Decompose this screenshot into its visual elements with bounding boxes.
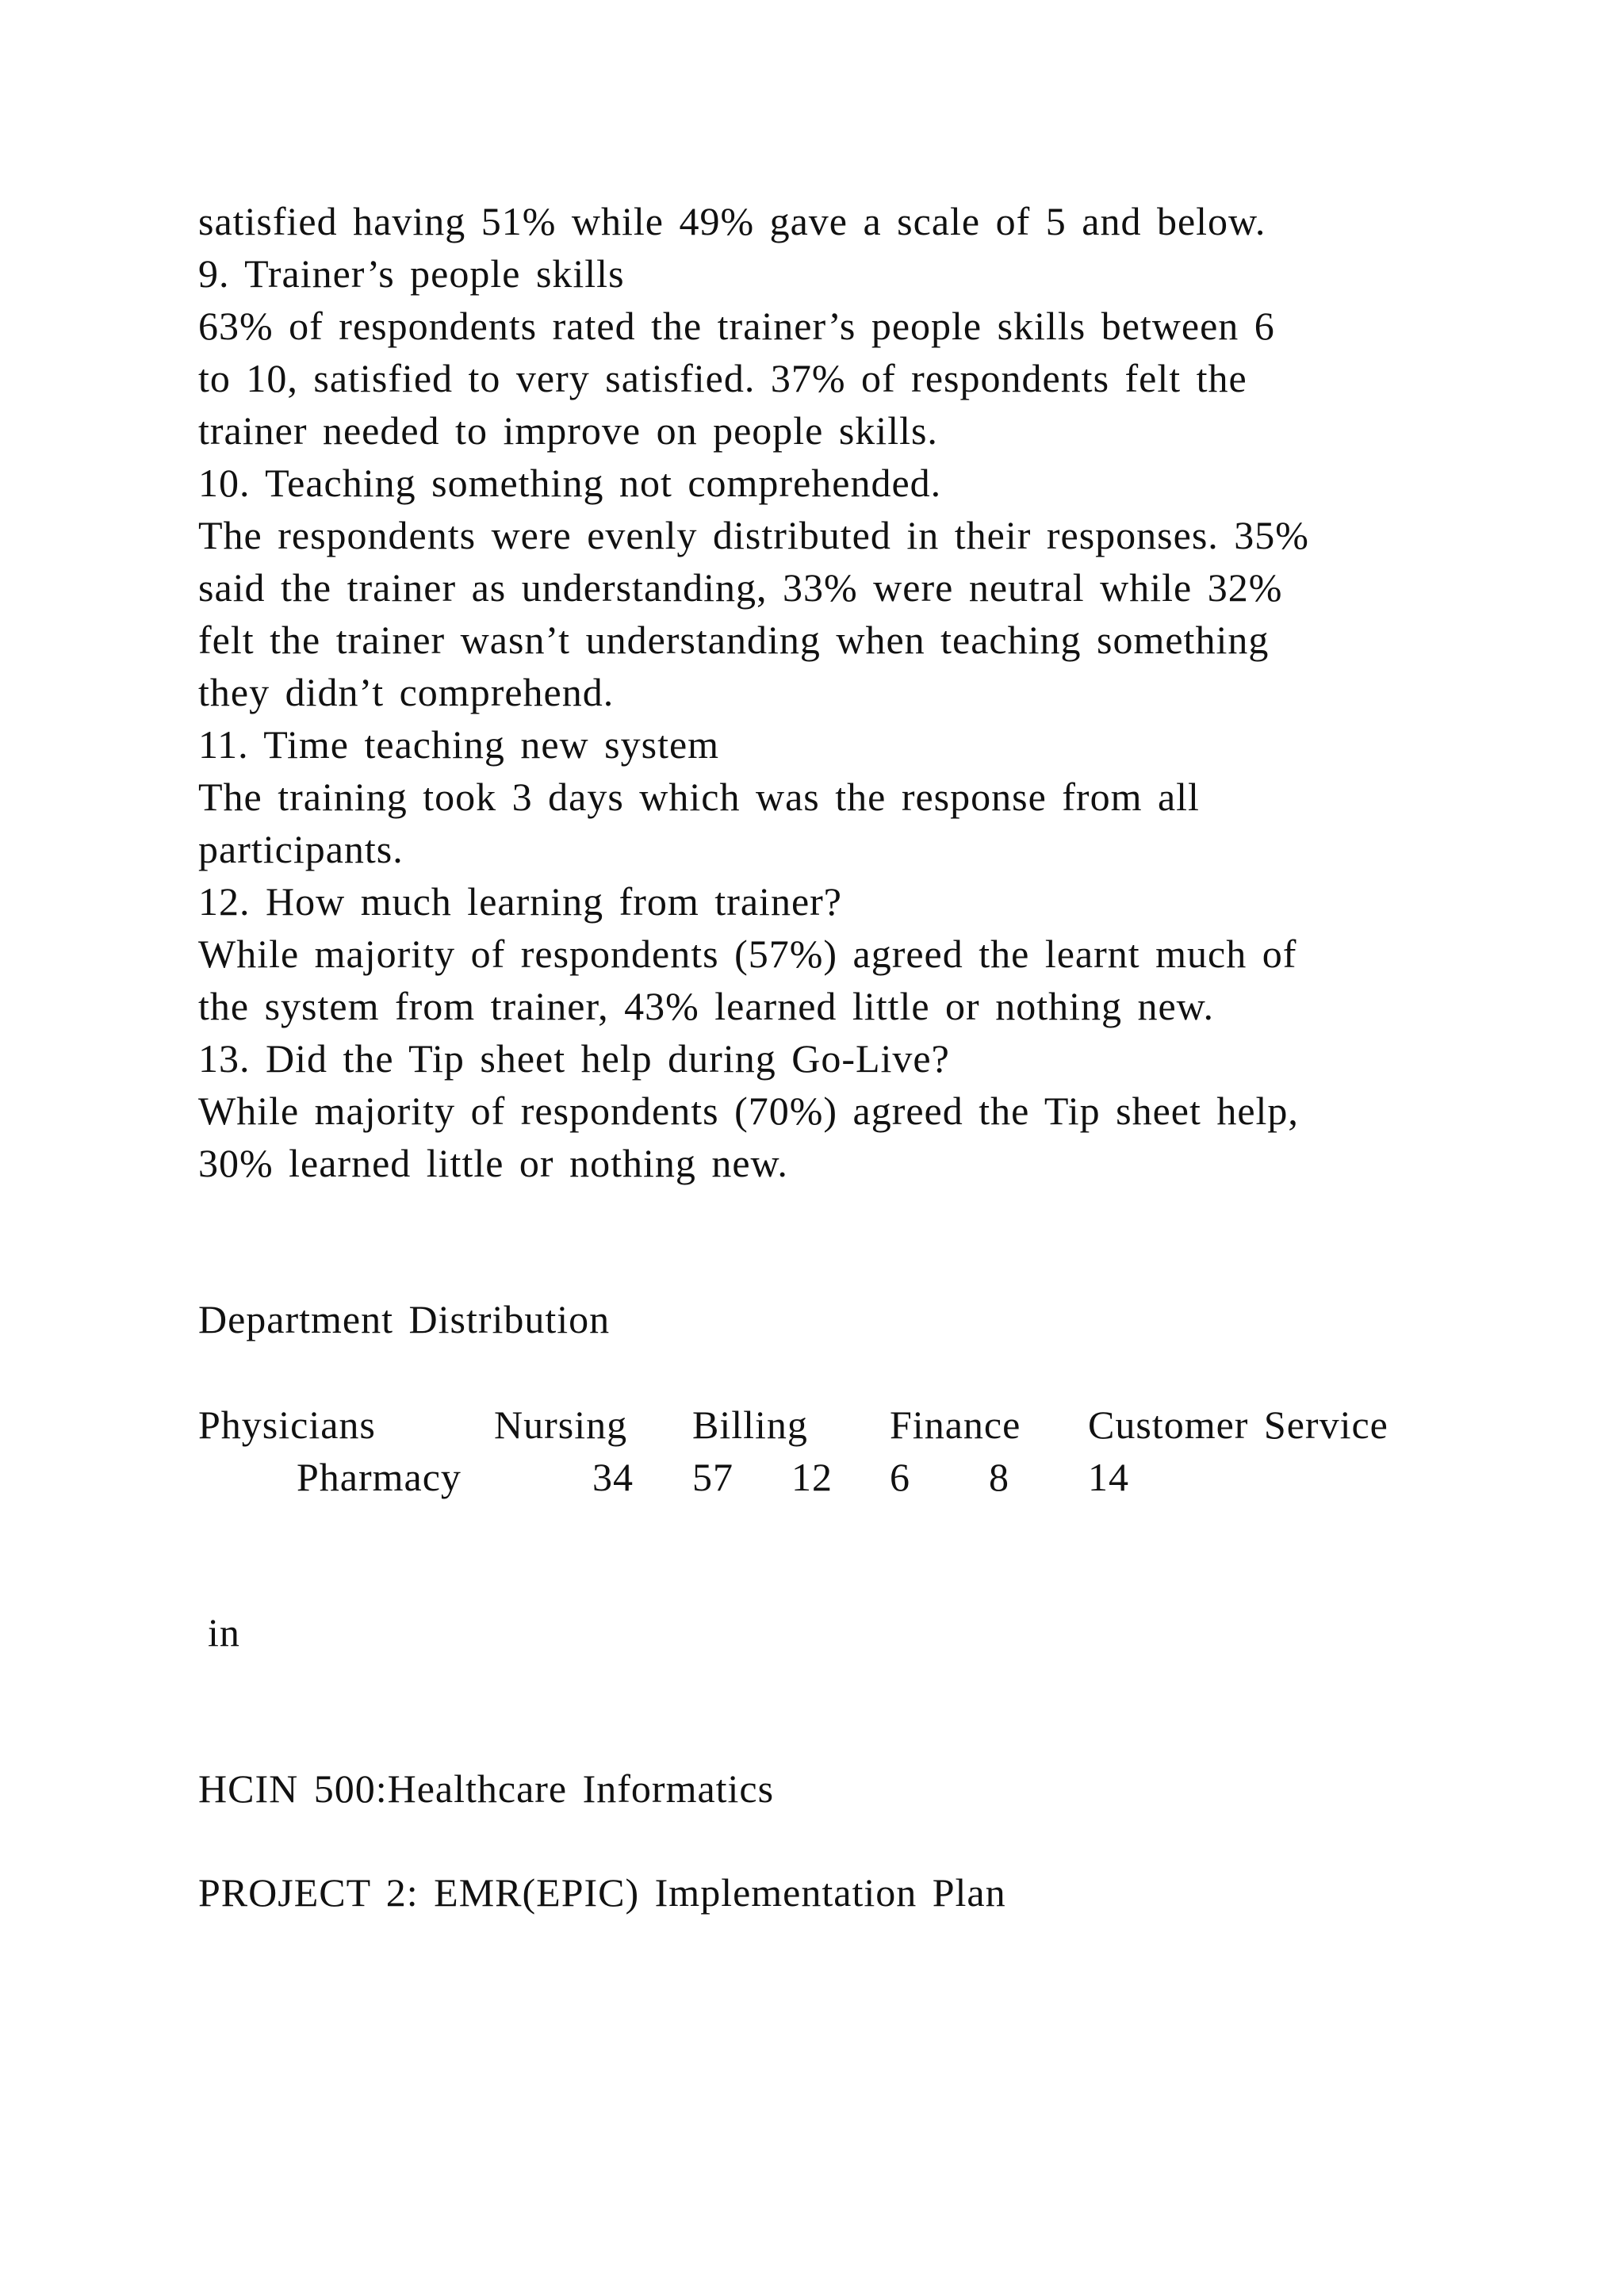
body-line: said the trainer as understanding, 33% were neutral while 32% <box>198 565 1283 610</box>
body-line: trainer needed to improve on people skills. <box>198 408 938 453</box>
body-line: 30% learned little or nothing new. <box>198 1141 788 1185</box>
project-title: PROJECT 2: EMR(EPIC) Implementation Plan <box>198 1870 1006 1915</box>
course-title: HCIN 500:Healthcare Informatics <box>198 1766 775 1811</box>
dept-customer-service: Customer Service <box>1088 1402 1388 1447</box>
text-fragment: in <box>208 1610 240 1655</box>
body-line: they didn’t comprehend. <box>198 670 615 714</box>
dept-physicians: Physicians <box>198 1402 376 1447</box>
value-pharmacy: 14 <box>1088 1455 1129 1499</box>
body-line: The training took 3 days which was the response from all <box>198 775 1200 819</box>
value-billing: 12 <box>791 1455 833 1499</box>
dept-pharmacy: Pharmacy <box>297 1455 462 1499</box>
value-customer-service: 8 <box>989 1455 1009 1499</box>
body-line: 13. Did the Tip sheet help during Go-Live? <box>198 1036 950 1081</box>
body-line: the system from trainer, 43% learned little or nothing new. <box>198 984 1215 1028</box>
dept-billing: Billing <box>692 1402 808 1447</box>
body-line: While majority of respondents (70%) agreed the Tip sheet help, <box>198 1089 1299 1133</box>
body-line: 10. Teaching something not comprehended. <box>198 461 942 505</box>
body-line: While majority of respondents (57%) agreed the learnt much of <box>198 932 1297 976</box>
body-line: satisfied having 51% while 49% gave a scale of 5 and below. <box>198 199 1266 243</box>
dept-nursing: Nursing <box>494 1402 628 1447</box>
body-line: 11. Time teaching new system <box>198 722 720 767</box>
body-line: The respondents were evenly distributed in their responses. 35% <box>198 513 1309 557</box>
body-line: 9. Trainer’s people skills <box>198 251 625 296</box>
dept-finance: Finance <box>890 1402 1021 1447</box>
body-line: to 10, satisfied to very satisfied. 37% of respondents felt the <box>198 356 1247 400</box>
body-line: participants. <box>198 827 404 871</box>
body-line: felt the trainer wasn’t understanding when teaching something <box>198 618 1270 662</box>
body-line: 12. How much learning from trainer? <box>198 879 842 924</box>
value-physicians: 34 <box>592 1455 634 1499</box>
value-finance: 6 <box>890 1455 910 1499</box>
distribution-title: Department Distribution <box>198 1297 611 1341</box>
value-nursing: 57 <box>692 1455 733 1499</box>
body-line: 63% of respondents rated the trainer’s people skills between 6 <box>198 304 1275 348</box>
